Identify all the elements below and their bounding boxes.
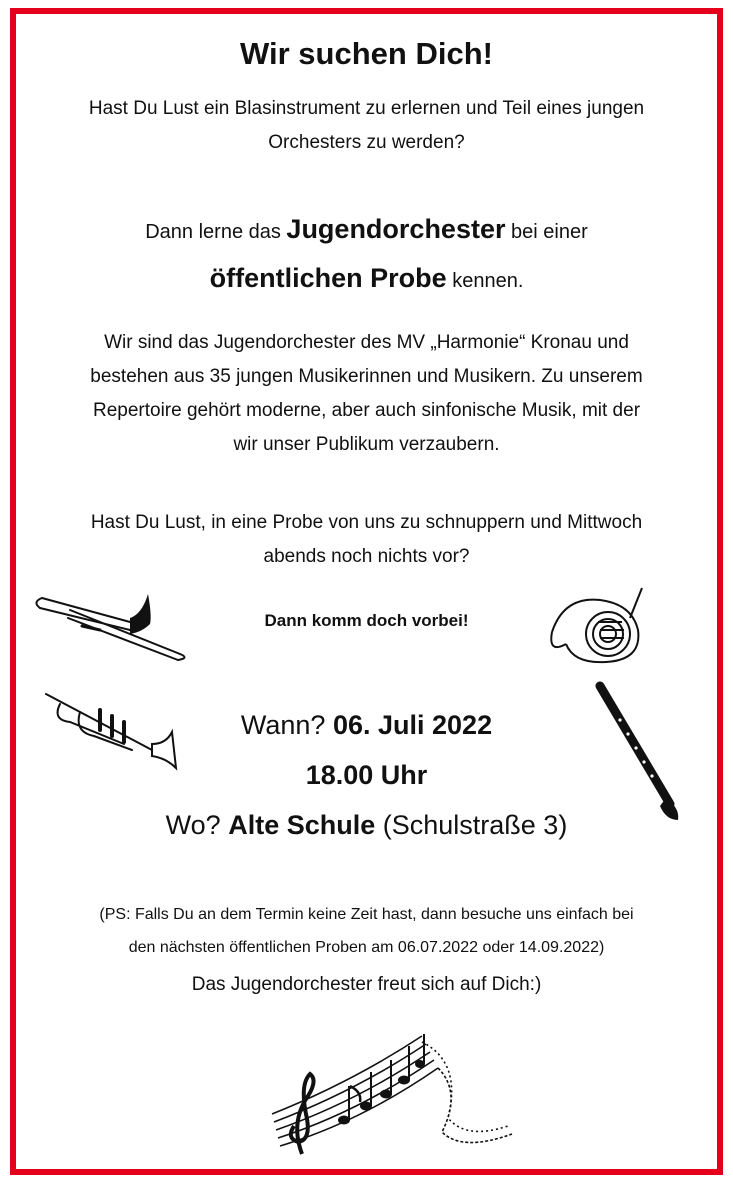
when-time: 18.00 Uhr xyxy=(305,760,428,790)
flyer-frame xyxy=(10,8,723,1175)
call-to-action: Dann komm doch vorbei! xyxy=(264,611,469,630)
where-address: (Schulstraße 3) xyxy=(375,810,568,840)
when-date: 06. Juli 2022 xyxy=(332,710,493,740)
where-label: Wo? xyxy=(165,810,229,840)
invite-bold-orchestra: Jugendorchester xyxy=(286,214,506,244)
question-line-1: Hast Du Lust, in eine Probe von uns zu schnuppern und Mittwoch xyxy=(90,512,643,533)
intro-text xyxy=(16,92,717,160)
where-place: Alte Schule xyxy=(228,810,376,840)
question-text xyxy=(16,506,717,574)
postscript xyxy=(16,898,717,964)
when-label: Wann? xyxy=(240,710,333,740)
french-horn-icon xyxy=(544,582,654,672)
invite-line-2 xyxy=(16,255,717,304)
ps-line-1: (PS: Falls Du an dem Termin keine Zeit hast, dann besuche uns einfach bei xyxy=(99,906,634,923)
clarinet-icon xyxy=(590,680,686,826)
about-line: Repertoire gehört moderne, aber auch sinfonische Musik, mit der xyxy=(92,400,641,421)
invite-mid: bei einer xyxy=(505,221,588,243)
flyer-title: Wir suchen Dich! xyxy=(240,36,493,71)
intro-line-1: Hast Du Lust ein Blasinstrument zu erlernen und Teil eines jungen xyxy=(88,98,645,119)
music-staff-icon xyxy=(262,1022,522,1162)
intro-line-2: Orchesters zu werden? xyxy=(268,132,465,153)
about-text xyxy=(16,326,717,462)
about-line: bestehen aus 35 jungen Musikerinnen und Musikern. Zu unserem xyxy=(90,366,643,387)
ps-line-2: den nächsten öffentlichen Proben am 06.07.2022 oder 14.09.2022) xyxy=(128,939,605,956)
about-line: Wir sind das Jugendorchester des MV „Harmonie“ Kronau und xyxy=(104,332,629,353)
invite-bold-rehearsal: öffentlichen Probe xyxy=(209,263,447,293)
trombone-icon xyxy=(30,588,190,668)
closing-text: Das Jugendorchester freut sich auf Dich:) xyxy=(191,974,542,995)
question-line-2: abends noch nichts vor? xyxy=(263,546,470,567)
invite-pre: Dann lerne das xyxy=(145,221,287,243)
about-line: wir unser Publikum verzaubern. xyxy=(233,434,500,455)
invite-post: kennen. xyxy=(446,270,524,292)
trumpet-icon xyxy=(40,686,180,776)
invite-line-1 xyxy=(16,206,717,255)
invite-text xyxy=(16,206,717,304)
